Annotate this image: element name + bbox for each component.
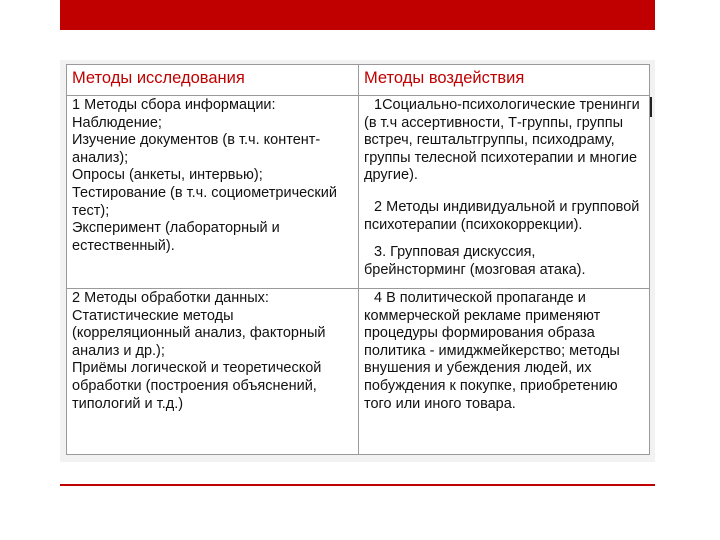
cell-line: Приёмы логической и теоретической xyxy=(72,360,322,377)
table-row xyxy=(67,96,650,289)
header-influence-methods: Методы воздействия xyxy=(359,65,650,96)
table-row xyxy=(67,289,650,455)
cell-line: анализ и др.); xyxy=(72,342,165,359)
cell-line: Опросы (анкеты, интервью); xyxy=(72,167,263,184)
cell-line: того или иного товара. xyxy=(364,395,516,412)
spacer xyxy=(364,234,644,244)
cell-line: (корреляционный анализ, факторный xyxy=(72,325,326,342)
cell-line: 3. Групповая дискуссия, xyxy=(374,244,536,261)
table-header-row xyxy=(67,65,650,96)
methods-table xyxy=(66,64,650,455)
cell-line: Изучение документов (в т.ч. контент- xyxy=(72,132,321,149)
cell-line: встреч, гештальтгруппы, психодраму, xyxy=(364,132,615,149)
cell-line: 2 Методы индивидуальной и групповой xyxy=(374,198,640,215)
cell-line: 1 Методы сбора информации: xyxy=(72,97,276,113)
cell-line: (в т.ч ассертивности, Т-группы, группы xyxy=(364,114,624,131)
cell-line: коммерческой рекламе применяют xyxy=(364,307,601,324)
cell-line: брейнсторминг (мозговая атака). xyxy=(364,261,586,278)
cell-line: побуждения к покупке, приобретению xyxy=(364,377,618,394)
cell-data-collection-methods xyxy=(67,96,359,289)
cell-propaganda-and-advertising xyxy=(359,289,650,455)
cell-trainings-and-therapy xyxy=(359,96,650,289)
header-research-methods: Методы исследования xyxy=(67,65,359,96)
cell-line: 1Социально-психологические тренинги xyxy=(374,97,640,113)
cell-line: группы телесной психотерапии и многие xyxy=(364,149,638,166)
cell-data-processing-methods xyxy=(67,289,359,455)
cell-line: анализ); xyxy=(72,149,129,166)
cell-line: процедуры формирования образа xyxy=(364,325,595,342)
cell-line: Наблюдение; xyxy=(72,114,162,131)
cell-line: психотерапии (психокоррекции). xyxy=(364,216,583,233)
cell-line: 2 Методы обработки данных: xyxy=(72,290,269,306)
bottom-divider xyxy=(60,484,655,486)
cell-line: 4 В политической пропаганде и xyxy=(374,290,586,306)
cell-line: другие). xyxy=(364,167,418,184)
cell-line: внушения и убеждения людей, их xyxy=(364,360,592,377)
cell-line: типологий и т.д.) xyxy=(72,395,184,412)
cell-line: естественный). xyxy=(72,237,175,254)
text-cursor xyxy=(650,97,652,117)
spacer xyxy=(364,185,644,199)
cell-line: политика - имиджмейкерство; методы xyxy=(364,342,620,359)
cell-line: Эксперимент (лабораторный и xyxy=(72,220,280,237)
cell-line: тест); xyxy=(72,202,110,219)
cell-line: Тестирование (в т.ч. социометрический xyxy=(72,184,337,201)
title-bar xyxy=(60,0,655,30)
cell-line: Статистические методы xyxy=(72,307,234,324)
cell-line: обработки (построения объяснений, xyxy=(72,377,317,394)
